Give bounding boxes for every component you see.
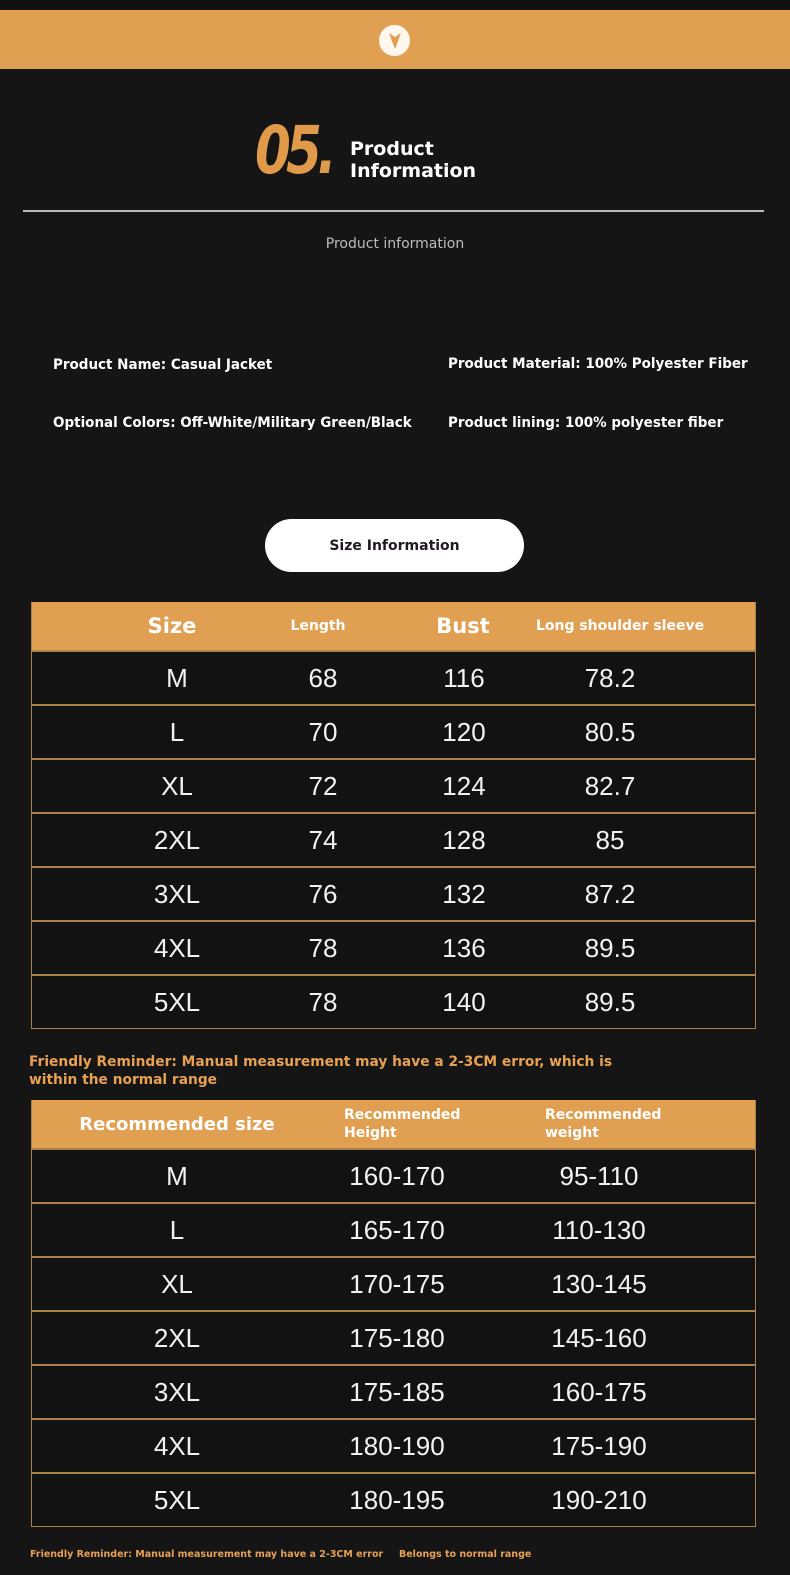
cell-length: 72 bbox=[308, 770, 338, 801]
recommended-row bbox=[32, 1310, 755, 1364]
cell-sleeve: 87.2 bbox=[584, 878, 636, 909]
cell-weight: 175-190 bbox=[551, 1430, 647, 1461]
section-title-line2: Information bbox=[350, 160, 477, 182]
cell-length: 74 bbox=[308, 824, 338, 855]
cell-bust: 132 bbox=[442, 878, 486, 909]
size-row bbox=[32, 758, 755, 812]
recommended-size-table bbox=[31, 1100, 756, 1527]
size-row bbox=[32, 920, 755, 974]
cell-sleeve: 89.5 bbox=[584, 986, 636, 1017]
cell-bust: 136 bbox=[442, 932, 486, 963]
divider bbox=[23, 210, 764, 212]
product-name: Product Name: Casual Jacket bbox=[53, 357, 273, 373]
size-row bbox=[32, 650, 755, 704]
cell-height: 175-180 bbox=[349, 1322, 445, 1353]
product-material: Product Material: 100% Polyester Fiber bbox=[448, 356, 748, 372]
footer-reminder: Friendly Reminder: Manual measurement may have a 2-3CM error bbox=[30, 1549, 384, 1560]
header-size: Size bbox=[147, 614, 197, 638]
recommended-row bbox=[32, 1148, 755, 1202]
footer-normal-range: Belongs to normal range bbox=[399, 1549, 532, 1560]
section-title-line1: Product bbox=[350, 138, 434, 160]
cell-length: 76 bbox=[308, 878, 338, 909]
cell-sleeve: 89.5 bbox=[584, 932, 636, 963]
cell-weight: 95-110 bbox=[559, 1160, 639, 1191]
recommended-row bbox=[32, 1418, 755, 1472]
cell-bust: 128 bbox=[442, 824, 486, 855]
section-number: 05. bbox=[255, 112, 333, 189]
cell-bust: 116 bbox=[443, 662, 485, 693]
header-length: Length bbox=[290, 618, 346, 634]
cell-size: M bbox=[166, 662, 188, 693]
header-recommended-weight: Recommended weight bbox=[545, 1107, 662, 1141]
cell-size: 5XL bbox=[153, 1484, 201, 1515]
size-information-label: Size Information bbox=[329, 537, 460, 554]
cell-weight: 160-175 bbox=[551, 1376, 647, 1407]
cell-sleeve: 82.7 bbox=[584, 770, 636, 801]
cell-weight: 130-145 bbox=[551, 1268, 647, 1299]
cell-size: 4XL bbox=[153, 932, 201, 963]
cell-bust: 140 bbox=[442, 986, 486, 1017]
cell-size: 2XL bbox=[153, 1322, 201, 1353]
size-information-button[interactable] bbox=[265, 519, 524, 572]
product-colors: Optional Colors: Off-White/Military Green/Black bbox=[53, 415, 412, 431]
header-sleeve: Long shoulder sleeve bbox=[535, 618, 705, 634]
cell-height: 160-170 bbox=[349, 1160, 445, 1191]
cell-weight: 110-130 bbox=[552, 1214, 646, 1245]
cell-length: 78 bbox=[308, 986, 338, 1017]
size-table-header bbox=[32, 602, 755, 650]
cell-height: 180-190 bbox=[349, 1430, 445, 1461]
recommended-row bbox=[32, 1256, 755, 1310]
cell-weight: 190-210 bbox=[551, 1484, 647, 1515]
cell-length: 68 bbox=[308, 662, 338, 693]
header-recommended-height: Recommended Height bbox=[344, 1107, 461, 1141]
cell-bust: 124 bbox=[442, 770, 486, 801]
top-strip bbox=[0, 0, 790, 10]
header-recommended-size: Recommended size bbox=[79, 1113, 275, 1135]
cell-size: 2XL bbox=[153, 824, 201, 855]
cell-size: L bbox=[169, 716, 185, 747]
size-row bbox=[32, 812, 755, 866]
cell-size: M bbox=[166, 1160, 188, 1191]
recommended-row bbox=[32, 1202, 755, 1256]
cell-sleeve: 78.2 bbox=[584, 662, 636, 693]
cell-length: 78 bbox=[308, 932, 338, 963]
measurement-reminder: Friendly Reminder: Manual measurement may have a 2-3CM error, which is within the normal range bbox=[29, 1054, 613, 1088]
cell-size: XL bbox=[161, 1268, 193, 1299]
cell-height: 165-170 bbox=[349, 1214, 445, 1245]
cell-height: 180-195 bbox=[349, 1484, 445, 1515]
cell-bust: 120 bbox=[442, 716, 486, 747]
cell-size: L bbox=[169, 1214, 185, 1245]
arrow-down-icon bbox=[379, 25, 410, 56]
cell-height: 175-185 bbox=[349, 1376, 445, 1407]
recommended-row bbox=[32, 1472, 755, 1526]
cell-size: XL bbox=[161, 770, 193, 801]
cell-weight: 145-160 bbox=[551, 1322, 647, 1353]
cell-height: 170-175 bbox=[349, 1268, 445, 1299]
cell-length: 70 bbox=[308, 716, 338, 747]
cell-size: 5XL bbox=[153, 986, 201, 1017]
cell-sleeve: 80.5 bbox=[584, 716, 636, 747]
size-row bbox=[32, 704, 755, 758]
product-lining: Product lining: 100% polyester fiber bbox=[448, 415, 724, 431]
cell-size: 4XL bbox=[153, 1430, 201, 1461]
size-table bbox=[31, 602, 756, 1029]
size-row bbox=[32, 974, 755, 1028]
section-subtitle: Product information bbox=[325, 236, 465, 252]
recommended-table-header bbox=[32, 1100, 755, 1148]
size-row bbox=[32, 866, 755, 920]
cell-sleeve: 85 bbox=[595, 824, 625, 855]
recommended-row bbox=[32, 1364, 755, 1418]
cell-size: 3XL bbox=[153, 878, 201, 909]
section-title bbox=[350, 138, 476, 182]
header-bust: Bust bbox=[436, 614, 490, 638]
cell-size: 3XL bbox=[153, 1376, 201, 1407]
